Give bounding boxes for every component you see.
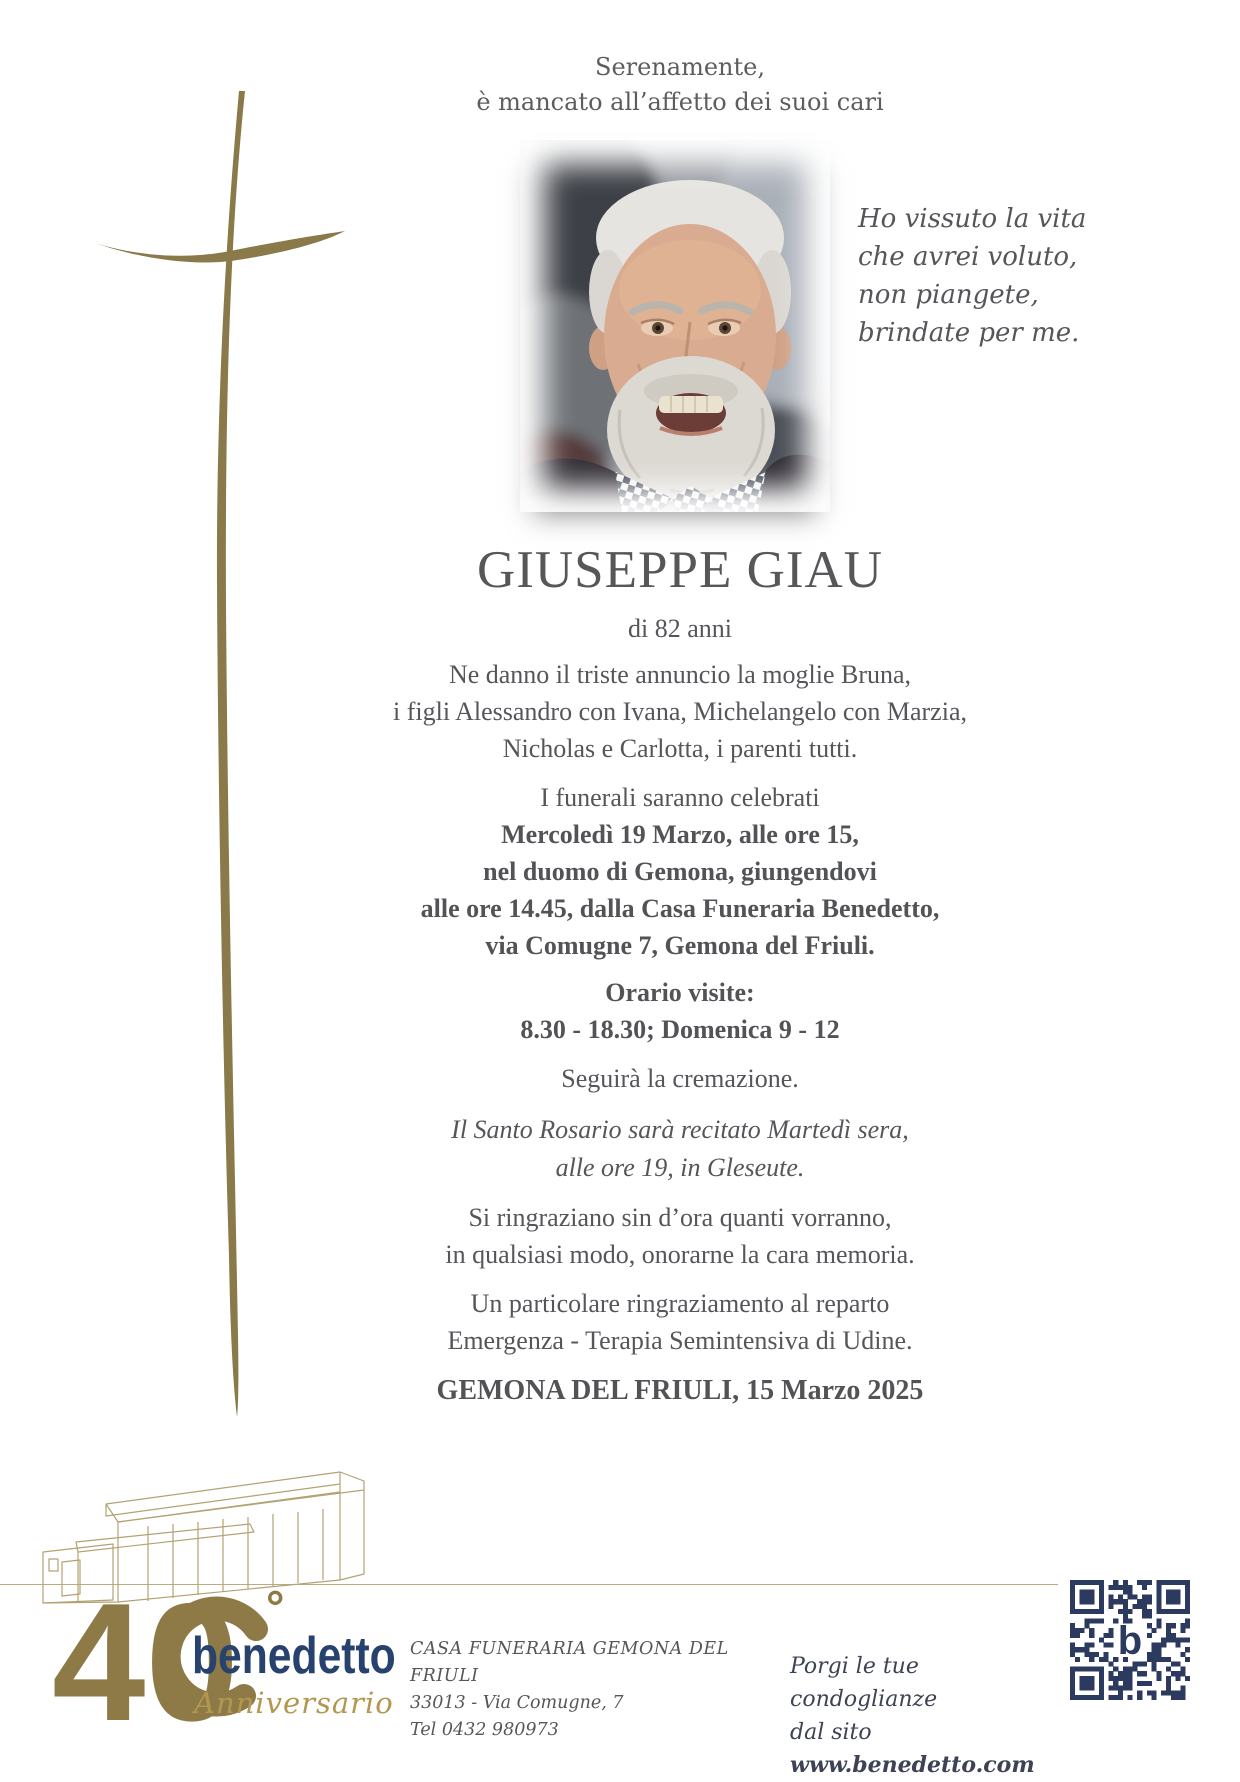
intro-text bbox=[300, 50, 1060, 120]
text-line: Ho vissuto la vita bbox=[858, 204, 1087, 234]
funeral-details bbox=[300, 779, 1060, 964]
company-phone: Tel 0432 980973 bbox=[410, 1720, 559, 1740]
text-line: Porgi le tue condoglianze bbox=[790, 1654, 938, 1712]
qr-code bbox=[1070, 1580, 1190, 1700]
text-line: Un particolare ringraziamento al reparto bbox=[470, 1289, 890, 1318]
text-line: Si ringraziano sin d’ora quanti vorranno, bbox=[468, 1203, 892, 1232]
place-and-date: GEMONA DEL FRIULI, 15 Marzo 2025 bbox=[436, 1375, 924, 1406]
text-line: in qualsiasi modo, onorarne la cara memoria. bbox=[445, 1240, 915, 1269]
text-line: via Comugne 7, Gemona del Friuli. bbox=[485, 931, 875, 960]
deceased-photo bbox=[520, 140, 830, 512]
website-link: www.benedetto.com bbox=[790, 1752, 1035, 1778]
logo-anniversary-text: Anniversario bbox=[194, 1686, 394, 1720]
logo-degree-symbol: ° bbox=[266, 1581, 285, 1633]
text-line: brindate per me. bbox=[858, 318, 1080, 348]
company-info bbox=[410, 1636, 740, 1744]
text-line: che avrei voluto, bbox=[858, 242, 1078, 272]
text-line: Nicholas e Carlotta, i parenti tutti. bbox=[502, 734, 858, 763]
text-line: i figli Alessandro con Ivana, Michelangelo con Marzia, bbox=[393, 697, 967, 726]
text-line: Emergenza - Terapia Semintensiva di Udine. bbox=[447, 1326, 913, 1355]
rosary-note bbox=[300, 1111, 1060, 1187]
text-line: I funerali saranno celebrati bbox=[540, 783, 820, 812]
text-line: Il Santo Rosario sarà recitato Martedì sera, bbox=[451, 1115, 909, 1144]
visiting-hours bbox=[300, 974, 1060, 1048]
text-line: Orario visite: bbox=[605, 978, 755, 1007]
text-line: alle ore 14.45, dalla Casa Funeraria Benedetto, bbox=[420, 894, 940, 923]
text-line: Ne danno il triste annuncio la moglie Bruna, bbox=[448, 660, 912, 689]
thanks-note bbox=[300, 1199, 1060, 1273]
benedetto-logo bbox=[52, 1568, 396, 1756]
special-thanks-note bbox=[300, 1285, 1060, 1359]
text-line: è mancato all’affetto dei suoi cari bbox=[476, 88, 884, 116]
text-line: non piangete, bbox=[858, 280, 1039, 310]
text-line: alle ore 19, in Gleseute. bbox=[555, 1153, 805, 1182]
deceased-age: di 82 anni bbox=[628, 614, 732, 643]
company-address: 33013 - Via Comugne, 7 bbox=[410, 1693, 624, 1713]
deceased-name: GIUSEPPE GIAU bbox=[476, 541, 884, 599]
logo-40-number: 40 bbox=[52, 1568, 239, 1756]
text-line: Mercoledì 19 Marzo, alle ore 15, bbox=[501, 820, 859, 849]
qr-center-letter: b bbox=[1117, 1618, 1143, 1663]
text-line: Serenamente, bbox=[595, 53, 765, 81]
company-name: CASA FUNERARIA GEMONA DEL FRIULI bbox=[410, 1639, 729, 1686]
text-line: 8.30 - 18.30; Domenica 9 - 12 bbox=[520, 1015, 840, 1044]
memorial-quote bbox=[858, 200, 1088, 352]
text-line: dal sito bbox=[790, 1720, 872, 1745]
announcement-body bbox=[300, 540, 1060, 1411]
family-announcement bbox=[300, 656, 1060, 767]
cremation-note: Seguirà la cremazione. bbox=[561, 1064, 799, 1093]
text-line: nel duomo di Gemona, giungendovi bbox=[483, 857, 877, 886]
condolences-note bbox=[790, 1650, 1040, 1782]
logo-brand-text: benedetto bbox=[192, 1627, 396, 1685]
